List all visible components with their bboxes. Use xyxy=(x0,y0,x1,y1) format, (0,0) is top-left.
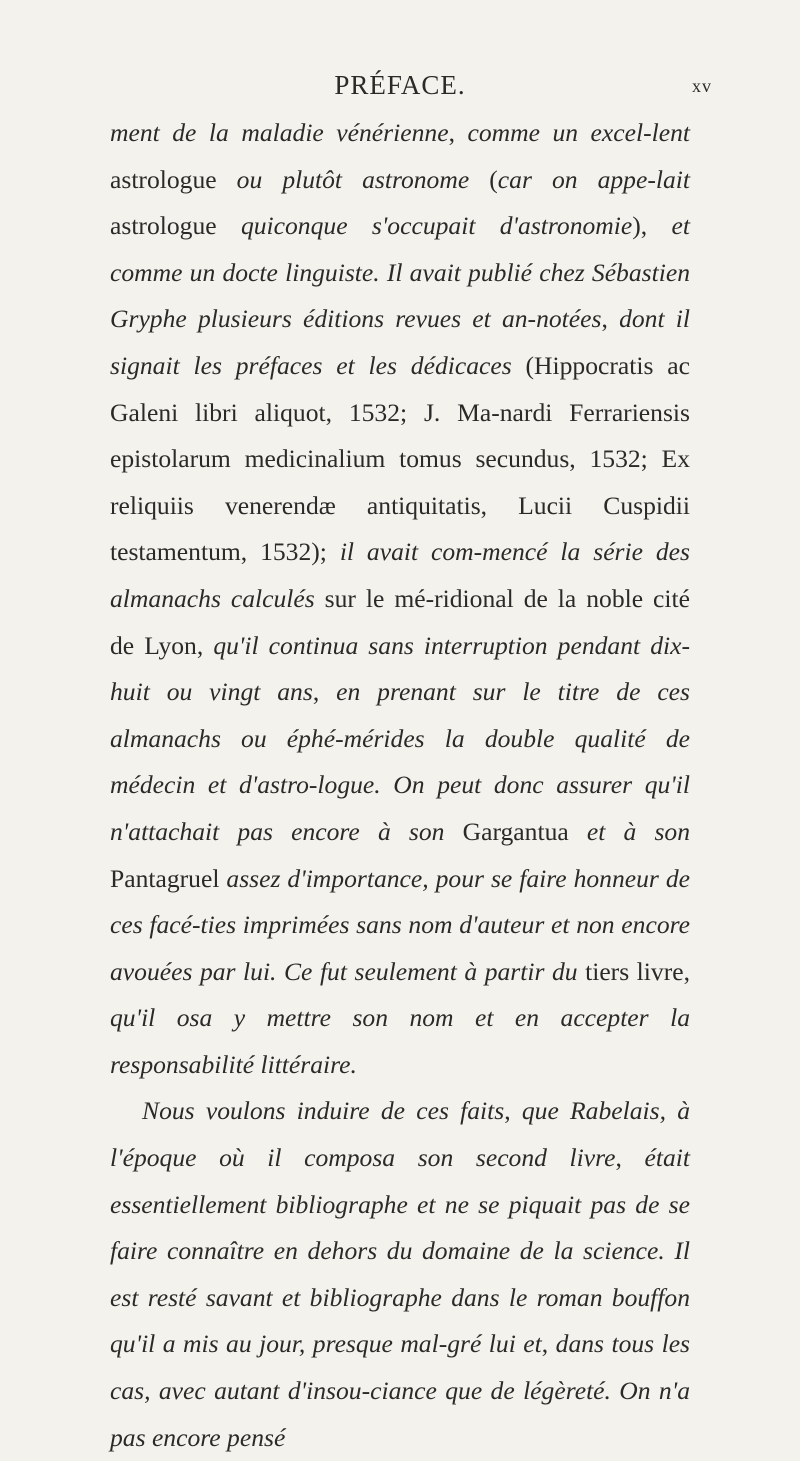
text-run: (Hippocratis ac Galeni libri aliquot, 1532; J. Ma-nardi Ferrariensis epistolarum medicinalium tomus secundus, 1532; Ex reliquiis venerendæ antiquitatis, Lucii Cuspidii testamentum, 1532); xyxy=(110,350,690,567)
text-run: astrologue xyxy=(110,164,237,194)
text-run: car on appe-lait xyxy=(497,164,690,194)
text-run: assez d'importance, pour se faire honneur de ces facé-ties imprimées sans nom d'auteur et non encore avouées par lui. Ce fut seulement à partir du xyxy=(110,863,690,986)
text-run: ), xyxy=(632,211,672,241)
text-run: Nous voulons induire de ces faits xyxy=(142,1096,505,1126)
running-title: PRÉFACE. xyxy=(334,70,466,100)
text-run: ment de la maladie vénérienne xyxy=(110,118,449,147)
text-run: comme un excel-lent xyxy=(467,118,691,147)
body-text xyxy=(110,110,690,1461)
text-run: ( xyxy=(469,164,498,194)
text-run: était essentiellement bibliographe et ne se piquait pas de se faire connaître en dehors du domaine de la science. Il est resté savant et bibliographe dans le roman bouffon qu'il a mis au jour, presque mal-gré lui et xyxy=(110,1143,691,1359)
text-run: que Rabelais, à l'époque où il composa son second livre xyxy=(110,1096,691,1173)
text-run: tiers livre, xyxy=(577,956,690,986)
text-run: dans tous les cas, avec autant d'insou-ciance que de légèreté. On n'a pas encore pensé xyxy=(110,1329,691,1452)
text-run: ou plutôt astronome xyxy=(236,164,470,194)
text-run: , xyxy=(541,1329,556,1359)
text-run: et comme un docte linguiste. Il avait publié chez Sébastien Gryphe plusieurs éditions revues et an-notées xyxy=(110,211,690,334)
text-run: , xyxy=(504,1096,522,1126)
book-page xyxy=(110,70,712,1461)
text-run: qu'il continua sans interruption pendant dix-huit ou vingt ans xyxy=(110,630,690,707)
text-run: Gargantua xyxy=(444,816,587,846)
running-header xyxy=(110,70,712,110)
text-run: astrologue xyxy=(110,211,241,241)
text-run: , xyxy=(601,304,620,334)
text-run: , xyxy=(615,1143,645,1173)
paragraph-2 xyxy=(110,1088,690,1461)
text-run: , xyxy=(448,118,468,147)
text-run: il avait com-mencé la série des almanachs calculés xyxy=(110,537,690,613)
page-number: xv xyxy=(692,76,712,96)
text-run: qu'il osa y mettre son nom et en accepter la responsabilité littéraire. xyxy=(110,1003,690,1079)
text-run: dont il signait les préfaces et les dédicaces xyxy=(110,304,691,380)
text-run: Pantagruel xyxy=(110,863,227,893)
text-run: en prenant sur le titre de ces almanachs ou éphé-mérides la double qualité de médecin et d'astro-logue. On peut donc assurer qu'il n'attachait pas encore à son xyxy=(110,677,690,846)
text-run: et à son xyxy=(586,816,690,846)
text-run: quiconque s'occupait d'astronomie xyxy=(240,211,633,241)
text-run: , xyxy=(312,677,337,707)
paragraph-1 xyxy=(110,110,690,1088)
text-run: sur le mé-ridional de la noble cité de Lyon, xyxy=(110,583,690,660)
